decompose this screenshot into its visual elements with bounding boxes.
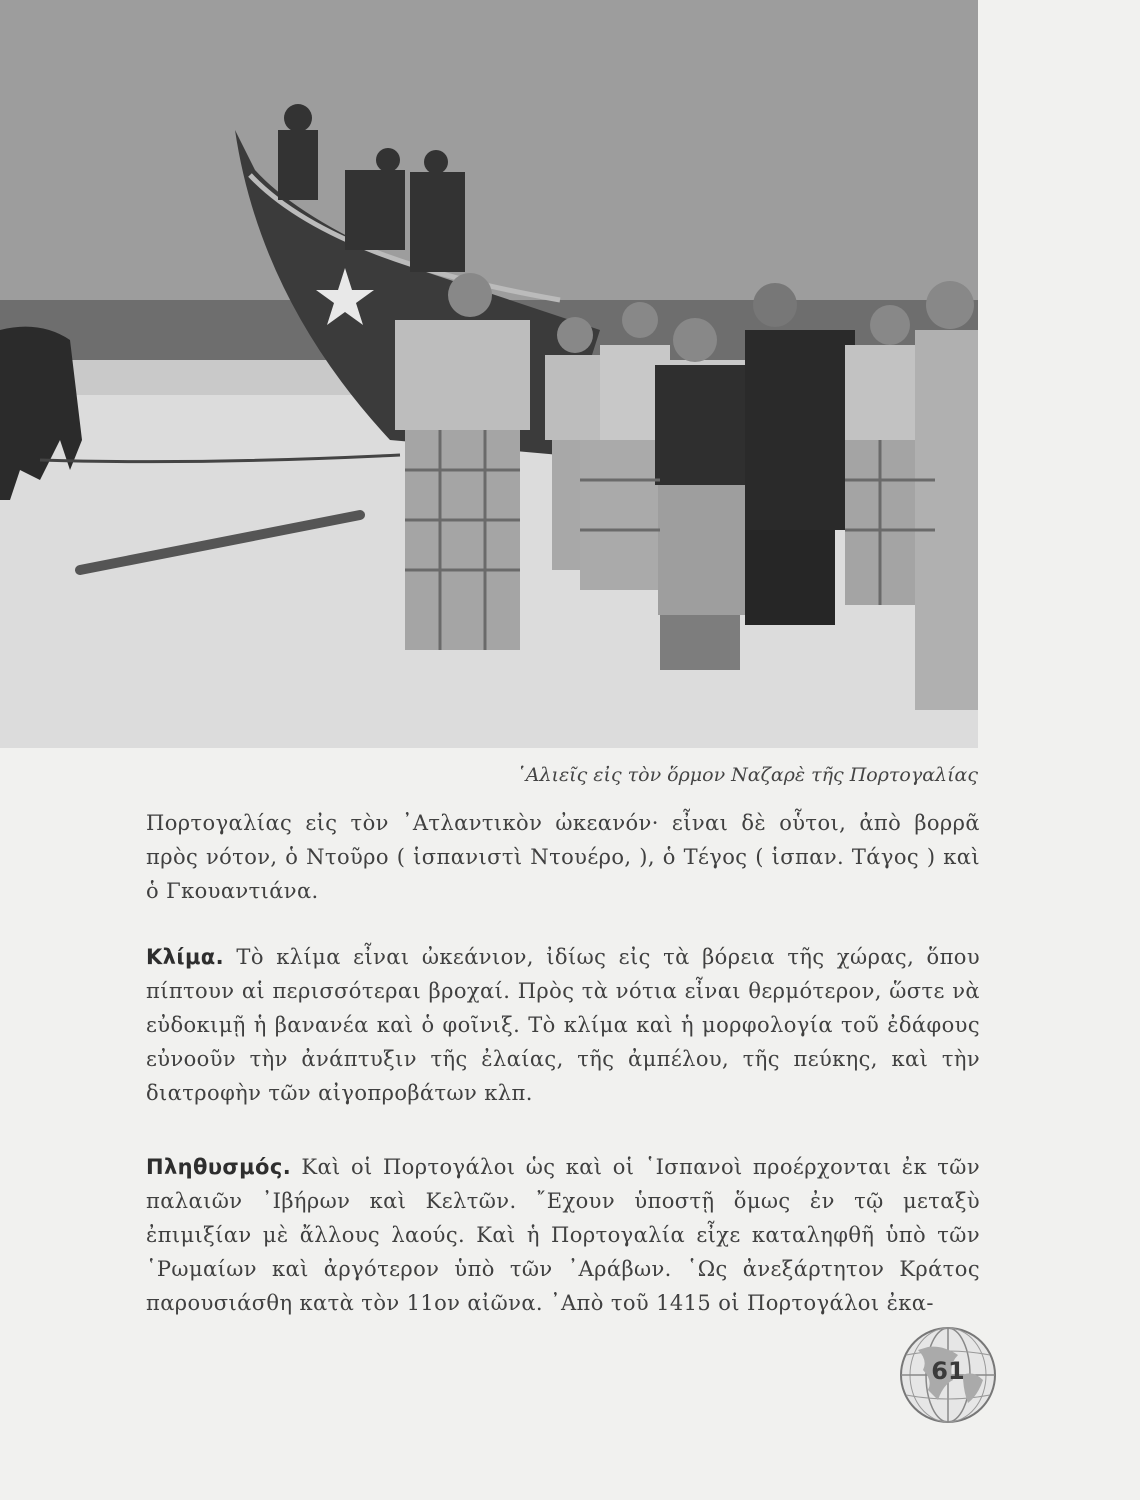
paragraph-population (146, 1150, 980, 1320)
climate-heading: Κλίμα. (146, 945, 225, 969)
population-heading: Πληθυσμός. (146, 1155, 292, 1179)
population-text: Καὶ οἱ Πορτογάλοι ὡς καὶ οἱ ῾Ισπανοὶ προέρχονται ἐκ τῶν παλαιῶν ᾿Ιβήρων καὶ Κελτῶν. ῎Εχουν ὑποστῇ ὅμως ἐν τῷ μεταξὺ ἐπιμιξίαν μὲ ἄλλους λαούς. Καὶ ἡ Πορτογαλία εἶχε καταληφθῆ ὑπὸ τῶν ῾Ρωμαίων καὶ ἀργότερον ὑπὸ τῶν ᾿Αράβων. ῾Ως ἀνεξάρτητον Κράτος παρουσιάσθη κατὰ τὸν 11ον αἰῶνα. ᾿Απὸ τοῦ 1415 οἱ Πορτογάλοι ἐκα- (146, 1155, 980, 1315)
paragraph-intro (146, 806, 980, 908)
page-number-badge (898, 1325, 998, 1425)
climate-text: Τὸ κλίμα εἶναι ὠκεάνιον, ἰδίως εἰς τὰ βόρεια τῆς χώρας, ὅπου πίπτουν αἱ περισσότεραι βροχαί. Πρὸς τὰ νότια εἶναι θερμότερον, ὥστε νὰ εὐδοκιμῇ ἡ βανανέα καὶ ὁ φοῖνιξ. Τὸ κλίμα καὶ ἡ μορφολογία τοῦ ἐδάφους εὐνοοῦν τὴν ἀνάπτυξιν τῆς ἐλαίας, τῆς ἀμπέλου, τῆς πεύκης, καὶ τὴν διατροφὴν τῶν αἰγοπροβάτων κλπ. (146, 945, 980, 1105)
paragraph-climate (146, 940, 980, 1110)
page-number: 61 (931, 1357, 965, 1385)
photo-caption: ῾Αλιεῖς εἰς τὸν ὅρμον Ναζαρὲ τῆς Πορτογαλίας (516, 764, 978, 786)
intro-text: Πορτογαλίας εἰς τὸν ᾿Ατλαντικὸν ὠκεανόν· εἶναι δὲ οὗτοι, ἀπὸ βορρᾶ πρὸς νότον, ὁ Ντοῦρο ( ἱσπανιστὶ Ντουέρο, ), ὁ Τέγος ( ἱσπαν. Τάγος ) καὶ ὁ Γκουαντιάνα. (146, 811, 980, 903)
photo-illustration (0, 0, 978, 748)
fishermen-photo (0, 0, 978, 748)
